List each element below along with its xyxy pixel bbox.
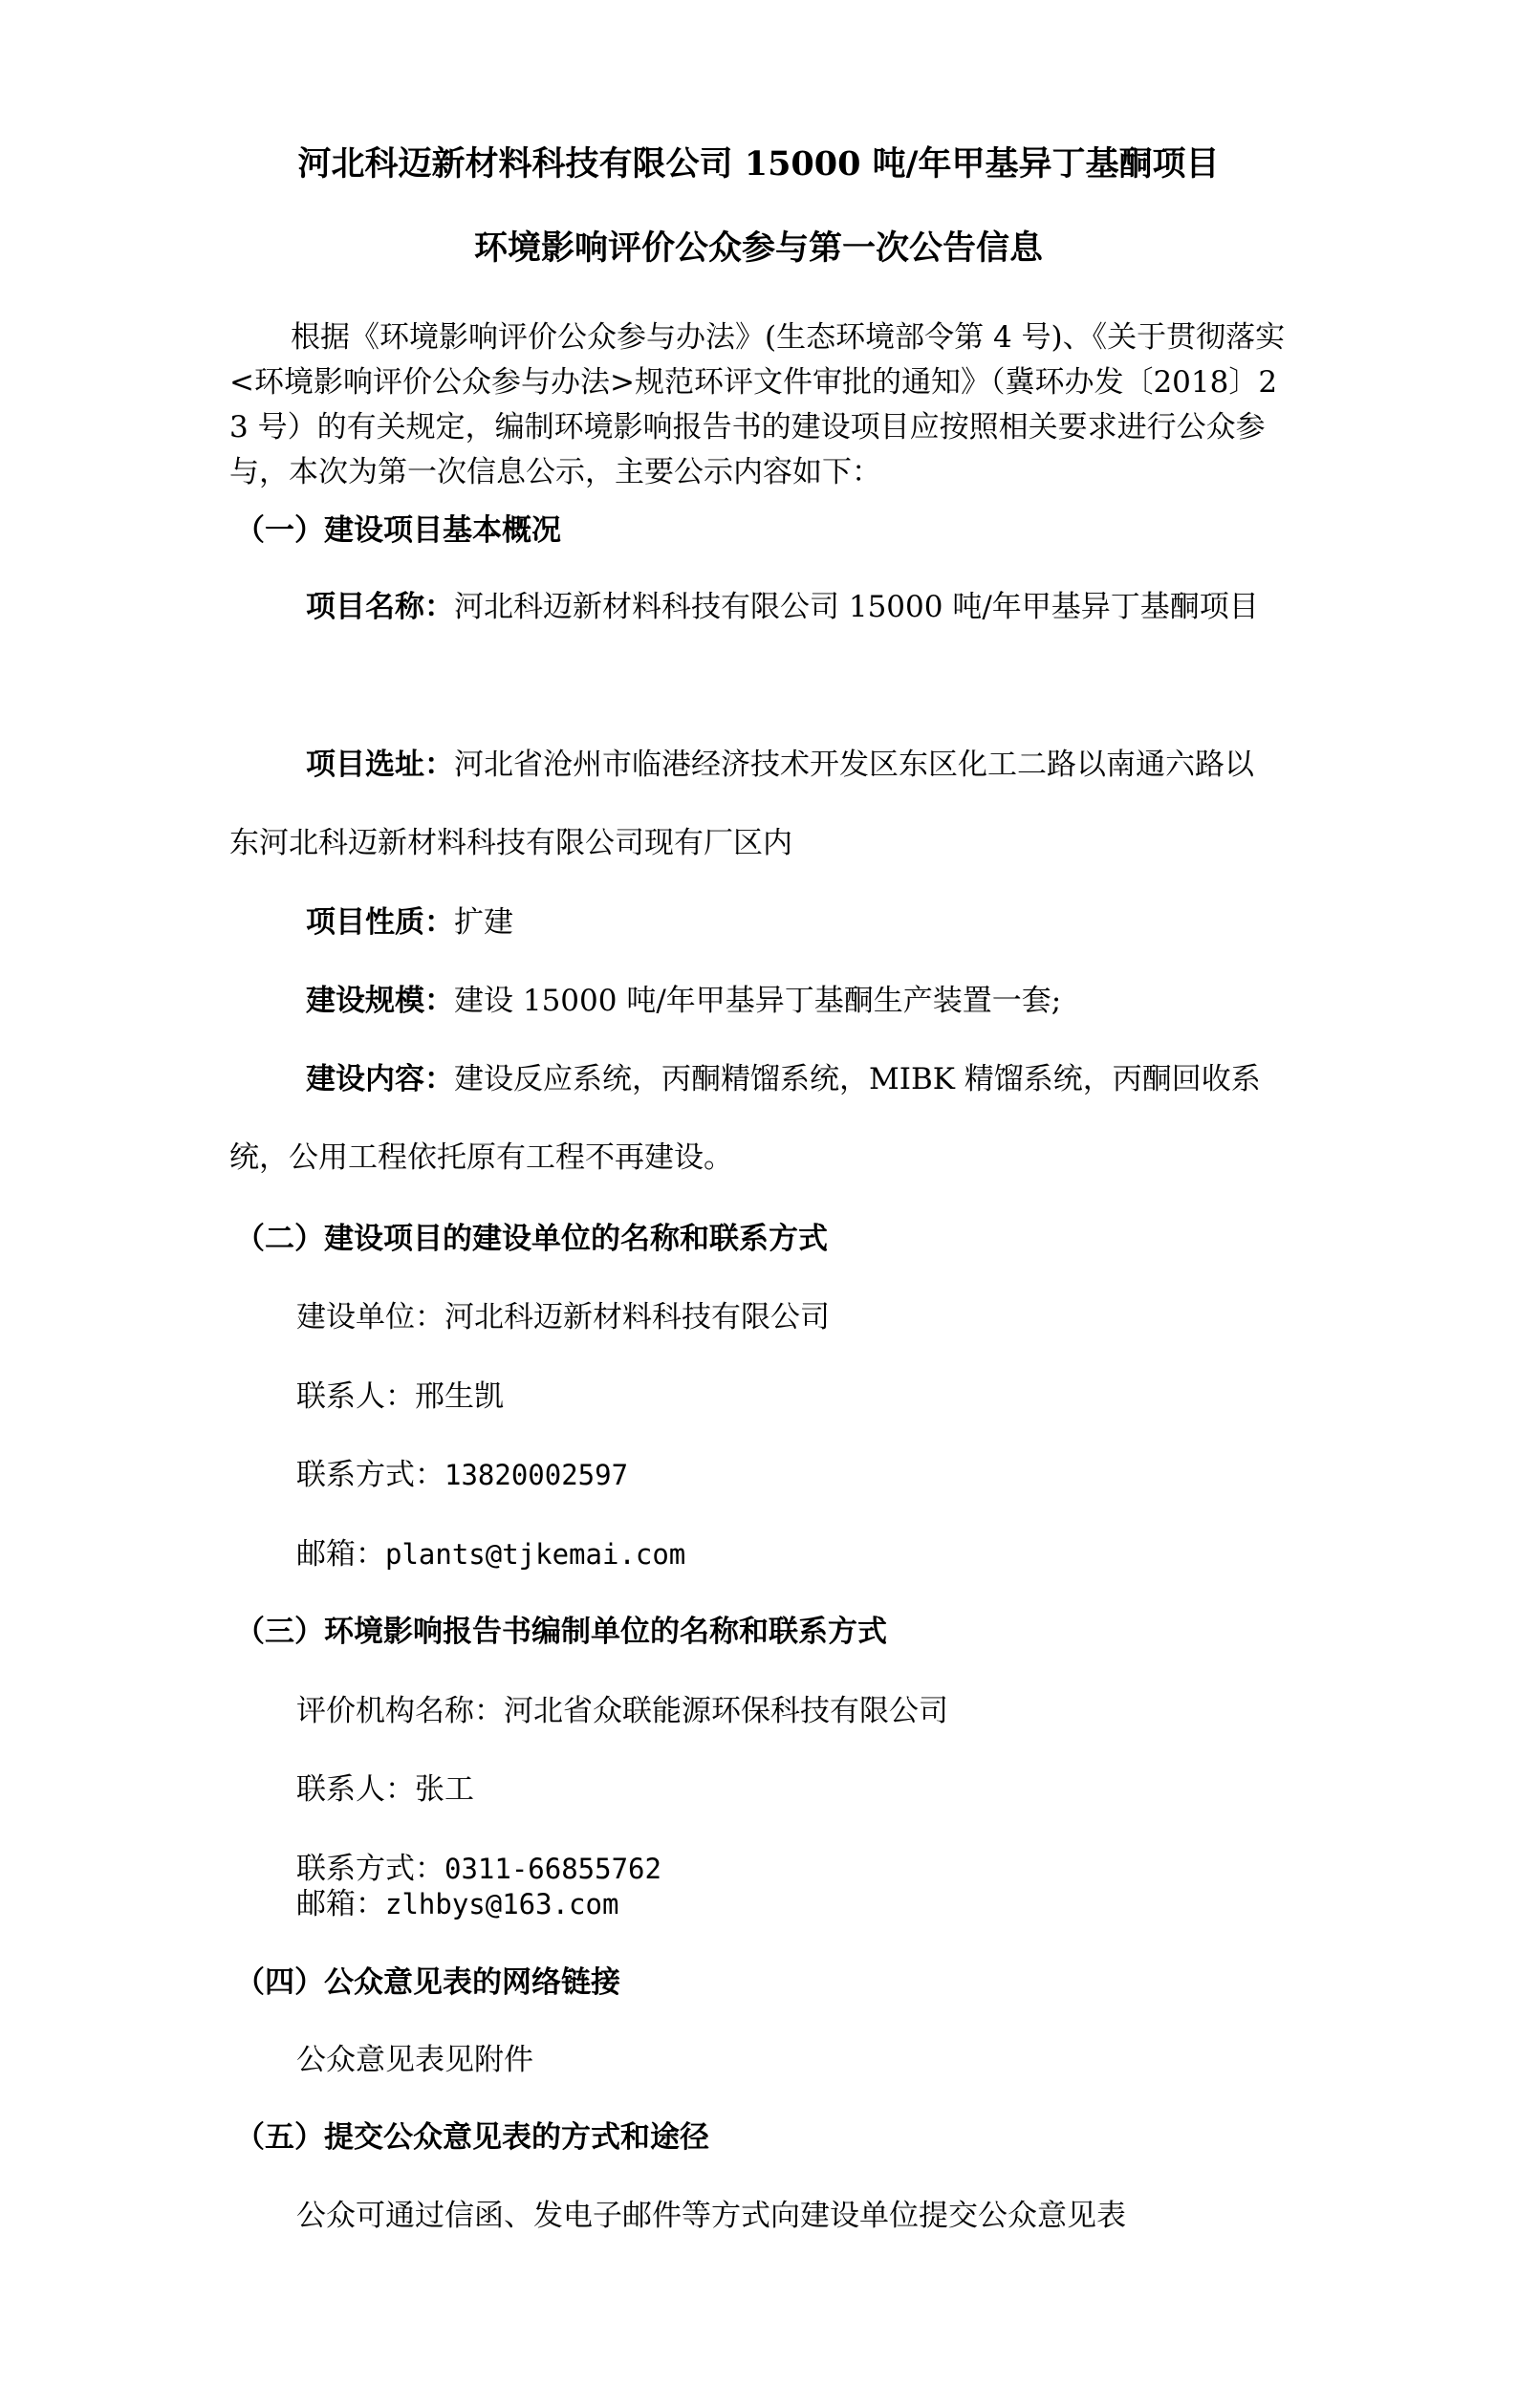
intro-paragraph: 根据《环境影响评价公众参与办法》(生态环境部令第 4 号)、《关于贯彻落实<环境影响评价公众参与办法>规范环评文件审批的通知》（冀环办发〔2018〕23 号）的有关规定，编制环境影响报告书的建设项目应按照相关要求进行公众参与，本次为第一次信息公示，主要公示内容如下：: [229, 320, 1286, 489]
builder-phone: 13820002597: [444, 1459, 629, 1491]
opinion-form-link-text: 公众意见表见附件: [296, 2043, 533, 2077]
builder-contact: 联系人：邢生凯: [296, 1379, 504, 1414]
eia-org: 评价机构名称：河北省众联能源环保科技有限公司: [296, 1694, 948, 1728]
section1-heading: （一）建设项目基本概况: [235, 513, 561, 548]
builder-email-line: [296, 1534, 685, 1574]
eia-contact: 联系人：张工: [296, 1772, 474, 1807]
project-nature-paragraph: [229, 883, 1281, 962]
document-title-line2: 环境影响评价公众参与第一次公告信息: [473, 228, 1043, 268]
eia-email-label: 邮箱：: [296, 1887, 385, 1921]
builder-email: plants@tjkemai.com: [385, 1538, 686, 1571]
section3-heading: （三）环境影响报告书编制单位的名称和联系方式: [235, 1615, 887, 1649]
project-name-value: 河北科迈新材料科技有限公司 15000 吨/年甲基异丁基酮项目: [454, 590, 1259, 624]
eia-phone-label: 联系方式：: [296, 1852, 444, 1886]
project-content-paragraph: [229, 1040, 1281, 1197]
project-content-value: 建设反应系统，丙酮精馏系统，MIBK 精馏系统，丙酮回收系统，公用工程依托原有工程不再建设。: [229, 1062, 1261, 1175]
builder-phone-line: [296, 1455, 628, 1495]
project-site-value: 河北省沧州市临港经济技术开发区东区化工二路以南通六路以东河北科迈新材料科技有限公司现有厂区内: [229, 748, 1254, 860]
builder-phone-label: 联系方式：: [296, 1458, 444, 1492]
project-nature-label: 项目性质：: [306, 905, 454, 940]
submission-method-text: 公众可通过信函、发电子邮件等方式向建设单位提交公众意见表: [296, 2199, 1126, 2233]
eia-phone: 0311-66855762: [444, 1853, 661, 1885]
builder-unit: 建设单位：河北科迈新材料科技有限公司: [296, 1300, 830, 1334]
eia-email-line: [296, 1884, 618, 1924]
project-scale-paragraph: [229, 962, 1281, 1040]
project-name-paragraph: [229, 568, 1281, 646]
project-nature-value: 扩建: [454, 905, 513, 940]
project-name-label: 项目名称：: [306, 590, 454, 624]
project-site-paragraph: [229, 726, 1281, 882]
section5-heading: （五）提交公众意见表的方式和途径: [235, 2120, 709, 2155]
eia-phone-line: [296, 1849, 661, 1889]
project-scale-value: 建设 15000 吨/年甲基异丁基酮生产装置一套;: [454, 984, 1062, 1018]
section2-heading: （二）建设项目的建设单位的名称和联系方式: [235, 1222, 828, 1256]
builder-email-label: 邮箱：: [296, 1537, 385, 1572]
eia-email: zlhbys@163.com: [385, 1888, 619, 1920]
document-title-line1: 河北科迈新材料科技有限公司 15000 吨/年甲基异丁基酮项目: [297, 144, 1220, 184]
project-content-label: 建设内容：: [306, 1062, 454, 1096]
section4-heading: （四）公众意见表的网络链接: [235, 1965, 620, 2000]
project-scale-label: 建设规模：: [306, 984, 454, 1018]
project-site-label: 项目选址：: [306, 748, 454, 782]
